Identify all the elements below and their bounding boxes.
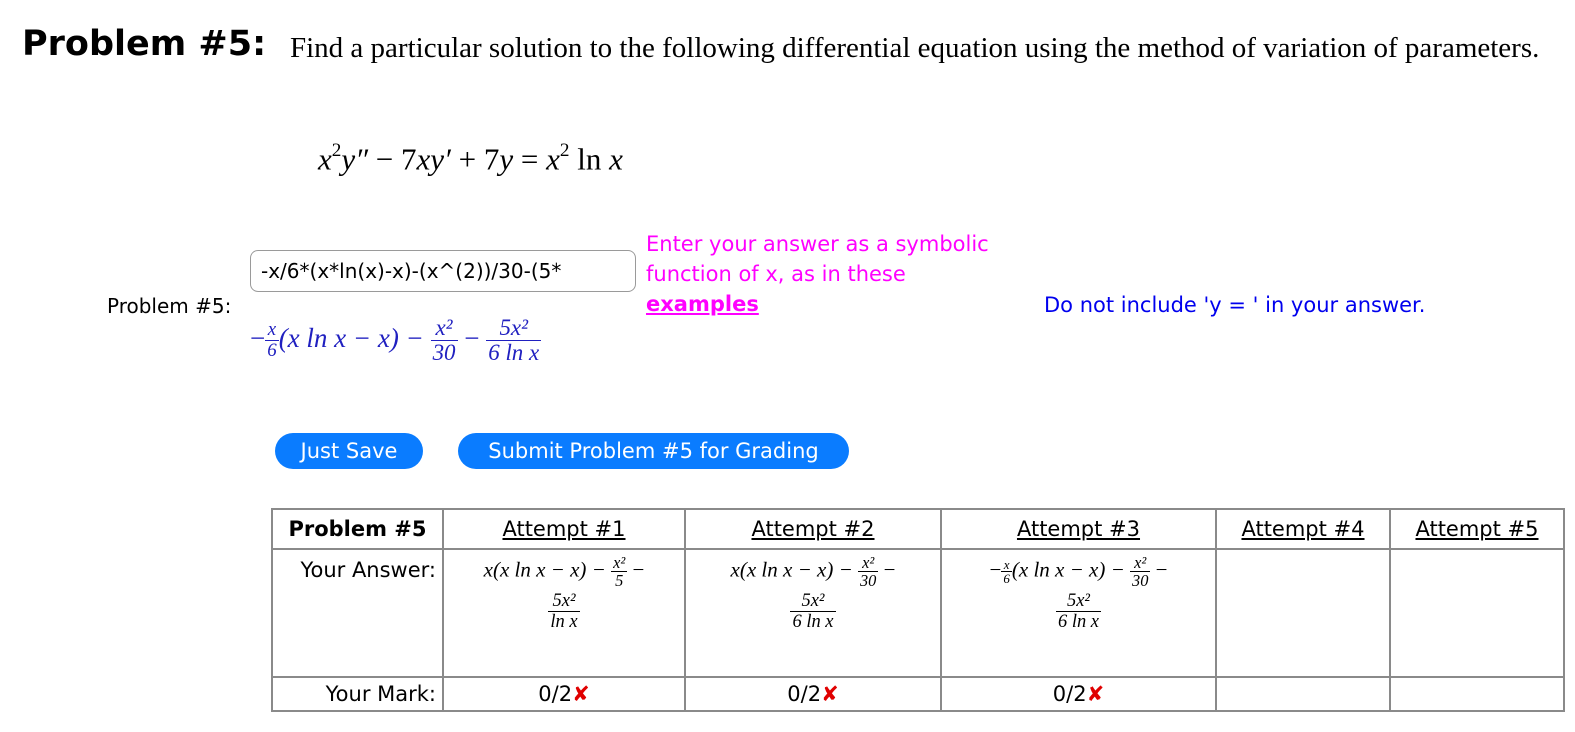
eq-rhs-x: x (546, 141, 560, 177)
attempt-2-mark (685, 677, 941, 711)
just-save-button[interactable]: Just Save (275, 433, 423, 469)
attempt-3-header (941, 509, 1216, 549)
attempt-3-answer (941, 549, 1216, 677)
attempt-1-answer (443, 549, 685, 677)
your-mark-label: Your Mark: (272, 677, 443, 711)
marks-row (272, 677, 1564, 711)
eq-ln: ln (569, 141, 610, 177)
attempt-3-frac-a-den: 6 (1003, 571, 1010, 587)
attempt-1-frac-c-num: 5x² (548, 591, 579, 611)
answer-row-label: Problem #5: (107, 294, 232, 318)
eq-equals: = (513, 141, 547, 177)
eq-exp: 2 (331, 140, 342, 161)
eq-op1: − 7 (368, 141, 417, 177)
attempt-1-label: Attempt #1 (502, 517, 626, 541)
attempt-2-answer (685, 549, 941, 677)
attempt-3-expr: (x ln x − x) − (1011, 557, 1131, 582)
attempt-3-frac-b-den: 30 (1132, 571, 1149, 591)
examples-link[interactable]: examples (646, 292, 759, 316)
attempt-2-frac-c-num: 5x² (790, 591, 835, 611)
answer-note: Do not include 'y = ' in your answer. (1044, 293, 1426, 317)
submit-for-grading-button[interactable]: Submit Problem #5 for Grading (458, 433, 849, 469)
eq-x: x (318, 141, 332, 177)
eq-y2: y″ (341, 141, 369, 177)
attempt-5-mark (1390, 677, 1564, 711)
attempt-4-header (1216, 509, 1390, 549)
attempt-3-label: Attempt #3 (1016, 517, 1141, 541)
attempt-3-mark (941, 677, 1216, 711)
wrong-x-icon: ✘ (572, 682, 590, 706)
preview-frac-3-den: 6 ln x (488, 340, 540, 366)
eq-op2: + 7 (450, 141, 500, 177)
answer-hint (646, 229, 1026, 319)
preview-frac-1-den: 6 (267, 340, 277, 362)
differential-equation (318, 140, 623, 177)
problem-title: Problem #5: (22, 24, 267, 64)
eq-rhs-var: x (609, 141, 623, 177)
attempt-1-frac-c-den: ln x (550, 610, 578, 631)
wrong-x-icon: ✘ (1086, 682, 1105, 706)
preview-frac-1-num: x (265, 320, 278, 341)
answers-row (272, 549, 1564, 677)
attempt-1-mark (443, 677, 685, 711)
preview-minus: − (250, 322, 266, 353)
attempt-4-mark (1216, 677, 1390, 711)
preview-frac-3 (486, 316, 541, 365)
attempt-3-lead: − (989, 557, 1002, 582)
attempt-1-tail: − (627, 557, 645, 582)
attempt-1-header (443, 509, 685, 549)
preview-frac-1 (265, 320, 278, 361)
preview-frac-2-den: 30 (432, 340, 456, 366)
attempt-3-frac-c (1056, 591, 1101, 631)
attempt-3-frac-a (1001, 558, 1012, 586)
attempt-3-frac-b-num: x² (1130, 554, 1150, 572)
your-answer-label: Your Answer: (272, 549, 443, 677)
attempt-3-frac-b (1130, 554, 1150, 589)
attempt-1-expr: x(x ln x − x) − (483, 557, 612, 582)
preview-frac-3-num: 5x² (486, 316, 541, 341)
hint-text: Enter your answer as a symbolic function of x, as in these (646, 232, 989, 286)
attempt-2-frac-c (790, 591, 835, 631)
eq-rhs-exp: 2 (559, 140, 570, 161)
eq-xy1: xy′ (416, 141, 451, 177)
attempt-2-tail: − (878, 557, 896, 582)
attempt-2-mark-value: 0/2 (787, 682, 822, 706)
attempt-5-header (1390, 509, 1564, 549)
attempt-3-frac-c-den: 6 ln x (1057, 610, 1100, 631)
attempt-2-frac-c-den: 6 ln x (792, 610, 834, 631)
attempt-1-frac-c (548, 591, 579, 631)
eq-y: y (499, 141, 514, 177)
attempt-3-tail: − (1150, 557, 1168, 582)
attempt-1-frac-b-num: x² (613, 553, 626, 572)
attempt-3-frac-a-num: x (1001, 558, 1012, 573)
answer-input[interactable] (250, 250, 636, 292)
attempt-2-expr: x(x ln x − x) − (730, 557, 858, 582)
attempt-5-label: Attempt #5 (1415, 517, 1539, 541)
attempt-2-label: Attempt #2 (751, 517, 875, 541)
preview-frac-2-num: x² (431, 316, 458, 341)
attempt-3-frac-c-num: 5x² (1056, 591, 1101, 611)
attempt-4-answer (1216, 549, 1390, 677)
attempts-header-problem: Problem #5 (272, 509, 443, 549)
attempt-3-mark-value: 0/2 (1052, 682, 1087, 706)
wrong-x-icon: ✘ (821, 682, 839, 706)
attempts-table (271, 508, 1565, 712)
preview-mid: (x ln x − x) − (278, 322, 431, 353)
attempt-1-frac-b (611, 554, 627, 589)
attempt-2-frac-b-num: x² (858, 554, 878, 572)
answer-preview (250, 316, 541, 365)
attempt-2-frac-b (858, 554, 878, 589)
preview-frac-2 (431, 316, 458, 365)
attempt-4-label: Attempt #4 (1241, 517, 1365, 541)
attempt-2-frac-b-den: 30 (860, 571, 877, 591)
problem-statement: Find a particular solution to the following differential equation using the method of variation of parameters. (290, 32, 1540, 64)
attempt-1-mark-value: 0/2 (538, 682, 573, 706)
preview-minus-2: − (457, 322, 487, 353)
attempts-header-row (272, 509, 1564, 549)
attempt-1-frac-b-den: 5 (615, 571, 624, 591)
attempt-2-header (685, 509, 941, 549)
attempt-5-answer (1390, 549, 1564, 677)
